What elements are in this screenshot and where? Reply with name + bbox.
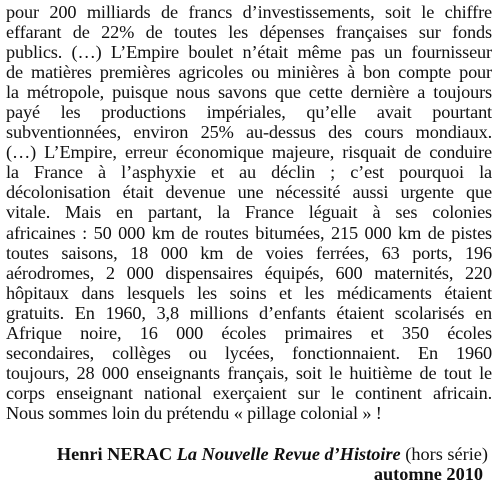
body-line-13: toutes saisons, 18 000 km de voies ferrées, 63 ports, 196: [6, 242, 492, 263]
edition-note: (hors série): [405, 444, 488, 464]
body-line-10: décolonisation était devenue une nécessité aussi urgente que: [6, 182, 492, 203]
body-line-11: vitale. Mais en partant, la France léguait à ses colonies: [6, 202, 492, 223]
body-line-15: hôpitaux dans lesquels les soins et les médicaments étaient: [6, 282, 492, 303]
body-line-9: la France à l’asphyxie et au déclin ; c’est pourquoi la: [6, 162, 492, 183]
citation-line: [0, 444, 488, 464]
body-line-12: africaines : 50 000 km de routes bitumées, 215 000 km de pistes: [6, 222, 492, 243]
body-line-14: aérodromes, 2 000 dispensaires équipés, 600 maternités, 220: [6, 262, 492, 283]
body-line-20: corps enseignant national exerçaient sur le continent africain.: [6, 382, 492, 403]
article-excerpt: [6, 2, 492, 423]
body-line-5: la métropole, puisque nous savons que cette dernière a toujours: [6, 82, 492, 103]
body-line-16: gratuits. En 1960, 3,8 millions d’enfants étaient scolarisés en: [6, 302, 492, 323]
body-line-3: publics. (…) L’Empire boulet n’était même pas un fournisseur: [6, 42, 492, 63]
body-line-1: pour 200 milliards de francs d’investissements, soit le chiffre: [6, 2, 492, 22]
body-line-6: payé les productions impériales, qu’elle avait pourtant: [6, 102, 492, 123]
publication-date: automne 2010: [373, 464, 483, 484]
journal-title: La Nouvelle Revue d’Histoire: [176, 444, 401, 464]
body-line-2: effarant de 22% de toutes les dépenses françaises sur fonds: [6, 22, 492, 43]
body-line-7: subventionnées, environ 25% au-dessus des cours mondiaux.: [6, 122, 492, 143]
author-name: Henri NERAC: [56, 444, 173, 464]
body-line-4: de matières premières agricoles ou minières à bon compte pour: [6, 62, 492, 83]
body-line-21: Nous sommes loin du prétendu « pillage colonial » !: [6, 402, 382, 423]
body-line-18: secondaires, collèges ou lycées, fonctionnaient. En 1960: [6, 342, 492, 363]
body-line-19: toujours, 28 000 enseignants français, soit le huitième de tout le: [6, 362, 492, 383]
body-line-17: Afrique noire, 16 000 écoles primaires et 350 écoles: [6, 322, 492, 343]
body-line-8: (…) L’Empire, erreur économique majeure, risquait de conduire: [6, 142, 492, 163]
